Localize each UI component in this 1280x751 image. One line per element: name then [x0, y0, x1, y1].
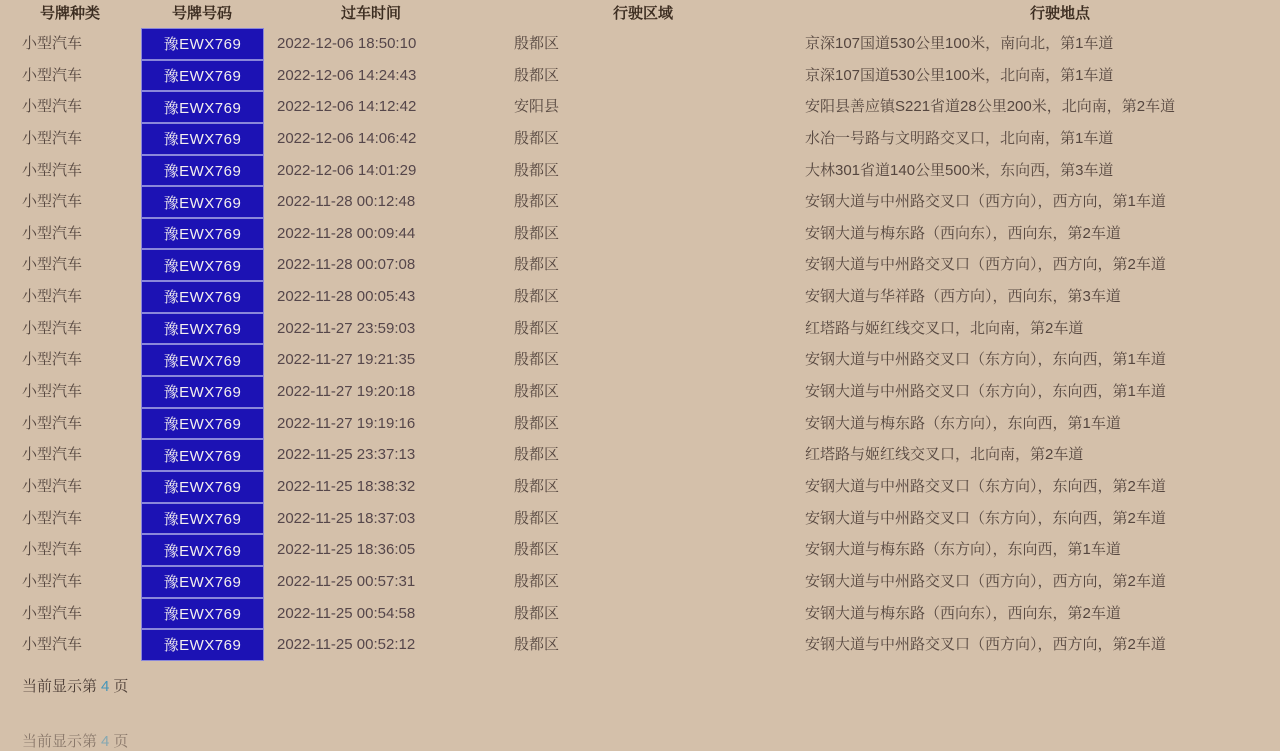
plate-number-badge[interactable]: 豫EWX769	[141, 471, 264, 503]
column-header-plate-type: 号牌种类	[39, 5, 101, 22]
cell-pass-time: 2022-12-06 14:06:42	[277, 129, 417, 147]
plate-number-badge[interactable]: 豫EWX769	[141, 566, 264, 598]
cell-region: 殷都区	[514, 224, 560, 242]
cell-region: 殷都区	[514, 477, 560, 495]
cell-pass-time: 2022-11-27 19:21:35	[277, 351, 416, 369]
table-row	[0, 186, 1280, 218]
plate-number-badge[interactable]: 豫EWX769	[141, 534, 264, 566]
cell-region: 殷都区	[514, 446, 560, 464]
cell-plate-type: 小型汽车	[22, 636, 83, 654]
cell-pass-time: 2022-11-25 18:37:03	[277, 509, 416, 527]
plate-number-badge[interactable]: 豫EWX769	[141, 60, 264, 92]
table-row	[0, 155, 1280, 187]
plate-number-badge[interactable]: 豫EWX769	[141, 408, 264, 440]
cell-plate-type: 小型汽车	[22, 129, 83, 147]
cell-location: 安阳县善应镇S221省道28公里200米，北向南，第2车道	[805, 98, 1176, 116]
cell-location: 京深107国道530公里100米，南向北，第1车道	[805, 35, 1114, 52]
cell-region: 殷都区	[514, 319, 560, 337]
cell-location: 安钢大道与中州路交叉口（西方向），西方向，第2车道	[805, 636, 1166, 654]
cell-region: 殷都区	[514, 256, 560, 274]
table-row	[0, 249, 1280, 281]
plate-number-badge[interactable]: 豫EWX769	[141, 344, 264, 376]
cell-plate-type: 小型汽车	[22, 572, 83, 590]
cell-location: 安钢大道与中州路交叉口（西方向），西方向，第1车道	[805, 193, 1166, 211]
cutoff-text-bottom: 当前显示第 4 页	[22, 733, 129, 750]
plate-number-badge[interactable]: 豫EWX769	[141, 218, 264, 250]
cell-location: 安钢大道与梅东路（西向东），西向东，第2车道	[805, 224, 1121, 242]
table-row	[0, 566, 1280, 598]
cell-plate-type: 小型汽车	[22, 98, 83, 116]
cell-region: 殷都区	[514, 351, 560, 369]
table-row	[0, 344, 1280, 376]
cell-location: 安钢大道与中州路交叉口（西方向），西方向，第2车道	[805, 572, 1166, 590]
cell-pass-time: 2022-12-06 14:01:29	[277, 161, 417, 179]
cell-location: 红塔路与姬红线交叉口，北向南，第2车道	[805, 446, 1084, 464]
cell-plate-type: 小型汽车	[22, 541, 83, 559]
table-header-row	[0, 0, 1280, 28]
cell-pass-time: 2022-11-25 23:37:13	[277, 446, 416, 464]
cell-location: 安钢大道与梅东路（东方向），东向西，第1车道	[805, 414, 1121, 432]
cell-location: 红塔路与姬红线交叉口，北向南，第2车道	[805, 319, 1084, 337]
cell-region: 殷都区	[514, 414, 560, 432]
cell-location: 安钢大道与中州路交叉口（东方向），东向西，第1车道	[805, 351, 1166, 369]
cell-pass-time: 2022-11-27 19:19:16	[277, 414, 416, 432]
table-row	[0, 471, 1280, 503]
table-row	[0, 91, 1280, 123]
pagination-suffix: 页	[113, 677, 129, 695]
table-row	[0, 28, 1280, 60]
column-header-location: 行驶地点	[1029, 5, 1091, 22]
cell-plate-type: 小型汽车	[22, 509, 83, 527]
cell-location: 安钢大道与中州路交叉口（西方向），西方向，第2车道	[805, 256, 1166, 274]
cell-pass-time: 2022-11-27 23:59:03	[277, 319, 416, 337]
plate-number-badge[interactable]: 豫EWX769	[141, 281, 264, 313]
column-header-region: 行驶区域	[612, 5, 674, 22]
cell-region: 殷都区	[514, 193, 560, 211]
cell-region: 殷都区	[514, 541, 560, 559]
plate-number-badge[interactable]: 豫EWX769	[141, 91, 264, 123]
cell-pass-time: 2022-11-25 18:38:32	[277, 477, 416, 495]
cell-pass-time: 2022-12-06 18:50:10	[277, 35, 417, 52]
table-row	[0, 376, 1280, 408]
table-row	[0, 218, 1280, 250]
cell-location: 安钢大道与梅东路（东方向），东向西，第1车道	[805, 541, 1121, 559]
plate-number-badge[interactable]: 豫EWX769	[141, 629, 264, 661]
cell-region: 殷都区	[514, 509, 560, 527]
cell-plate-type: 小型汽车	[22, 383, 83, 401]
plate-number-badge[interactable]: 豫EWX769	[141, 313, 264, 345]
cell-plate-type: 小型汽车	[22, 161, 83, 179]
cell-plate-type: 小型汽车	[22, 66, 83, 84]
table-row	[0, 123, 1280, 155]
cell-location: 水冶一号路与文明路交叉口，北向南，第1车道	[805, 129, 1114, 147]
cell-pass-time: 2022-12-06 14:24:43	[277, 66, 417, 84]
table-row	[0, 503, 1280, 535]
table-row	[0, 598, 1280, 630]
cell-region: 殷都区	[514, 35, 560, 52]
cell-plate-type: 小型汽车	[22, 256, 83, 274]
pagination-status	[0, 675, 1280, 696]
column-header-plate-number: 号牌号码	[171, 5, 233, 22]
plate-number-badge[interactable]: 豫EWX769	[141, 503, 264, 535]
table-row	[0, 60, 1280, 92]
cell-region: 殷都区	[514, 129, 560, 147]
plate-number-badge[interactable]: 豫EWX769	[141, 249, 264, 281]
cell-location: 安钢大道与中州路交叉口（东方向），东向西，第2车道	[805, 477, 1166, 495]
cell-pass-time: 2022-11-28 00:07:08	[277, 256, 416, 274]
cell-pass-time: 2022-11-25 00:54:58	[277, 604, 416, 622]
cell-region: 殷都区	[514, 288, 560, 306]
cell-plate-type: 小型汽车	[22, 35, 83, 52]
cell-plate-type: 小型汽车	[22, 351, 83, 369]
cell-plate-type: 小型汽车	[22, 319, 83, 337]
cell-pass-time: 2022-11-28 00:12:48	[277, 193, 416, 211]
cell-pass-time: 2022-11-28 00:09:44	[277, 224, 416, 242]
cell-plate-type: 小型汽车	[22, 477, 83, 495]
cell-location: 大林301省道140公里500米，东向西，第3车道	[805, 161, 1114, 179]
table-row	[0, 534, 1280, 566]
plate-number-badge[interactable]: 豫EWX769	[141, 28, 264, 60]
cell-pass-time: 2022-11-25 18:36:05	[277, 541, 416, 559]
cell-location: 安钢大道与中州路交叉口（东方向），东向西，第2车道	[805, 509, 1166, 527]
cell-plate-type: 小型汽车	[22, 288, 83, 306]
cell-region: 殷都区	[514, 383, 560, 401]
table-body	[0, 28, 1280, 661]
table-row	[0, 281, 1280, 313]
cell-pass-time: 2022-11-27 19:20:18	[277, 383, 416, 401]
plate-number-badge[interactable]: 豫EWX769	[141, 598, 264, 630]
table-row	[0, 408, 1280, 440]
current-page-number: 4	[101, 677, 110, 695]
cell-region: 安阳县	[514, 98, 560, 116]
cell-pass-time: 2022-11-28 00:05:43	[277, 288, 416, 306]
cell-plate-type: 小型汽车	[22, 604, 83, 622]
plate-number-badge[interactable]: 豫EWX769	[141, 123, 264, 155]
cell-plate-type: 小型汽车	[22, 193, 83, 211]
table-row	[0, 629, 1280, 661]
cell-plate-type: 小型汽车	[22, 446, 83, 464]
cell-plate-type: 小型汽车	[22, 414, 83, 432]
cell-region: 殷都区	[514, 572, 560, 590]
plate-number-badge[interactable]: 豫EWX769	[141, 439, 264, 471]
plate-number-badge[interactable]: 豫EWX769	[141, 155, 264, 187]
pagination-prefix: 当前显示第	[22, 677, 98, 695]
plate-number-badge[interactable]: 豫EWX769	[141, 376, 264, 408]
cell-region: 殷都区	[514, 66, 560, 84]
cell-region: 殷都区	[514, 161, 560, 179]
cell-plate-type: 小型汽车	[22, 224, 83, 242]
cell-location: 安钢大道与梅东路（西向东），西向东，第2车道	[805, 604, 1121, 622]
table-row	[0, 313, 1280, 345]
cell-region: 殷都区	[514, 604, 560, 622]
cell-pass-time: 2022-11-25 00:52:12	[277, 636, 416, 654]
column-header-pass-time: 过车时间	[340, 5, 402, 22]
table-row	[0, 439, 1280, 471]
cell-region: 殷都区	[514, 636, 560, 654]
cell-pass-time: 2022-11-25 00:57:31	[277, 572, 416, 590]
cell-location: 京深107国道530公里100米，北向南，第1车道	[805, 66, 1114, 84]
plate-number-badge[interactable]: 豫EWX769	[141, 186, 264, 218]
cell-pass-time: 2022-12-06 14:12:42	[277, 98, 417, 116]
cell-location: 安钢大道与中州路交叉口（东方向），东向西，第1车道	[805, 383, 1166, 401]
cell-location: 安钢大道与华祥路（西方向），西向东，第3车道	[805, 288, 1121, 306]
